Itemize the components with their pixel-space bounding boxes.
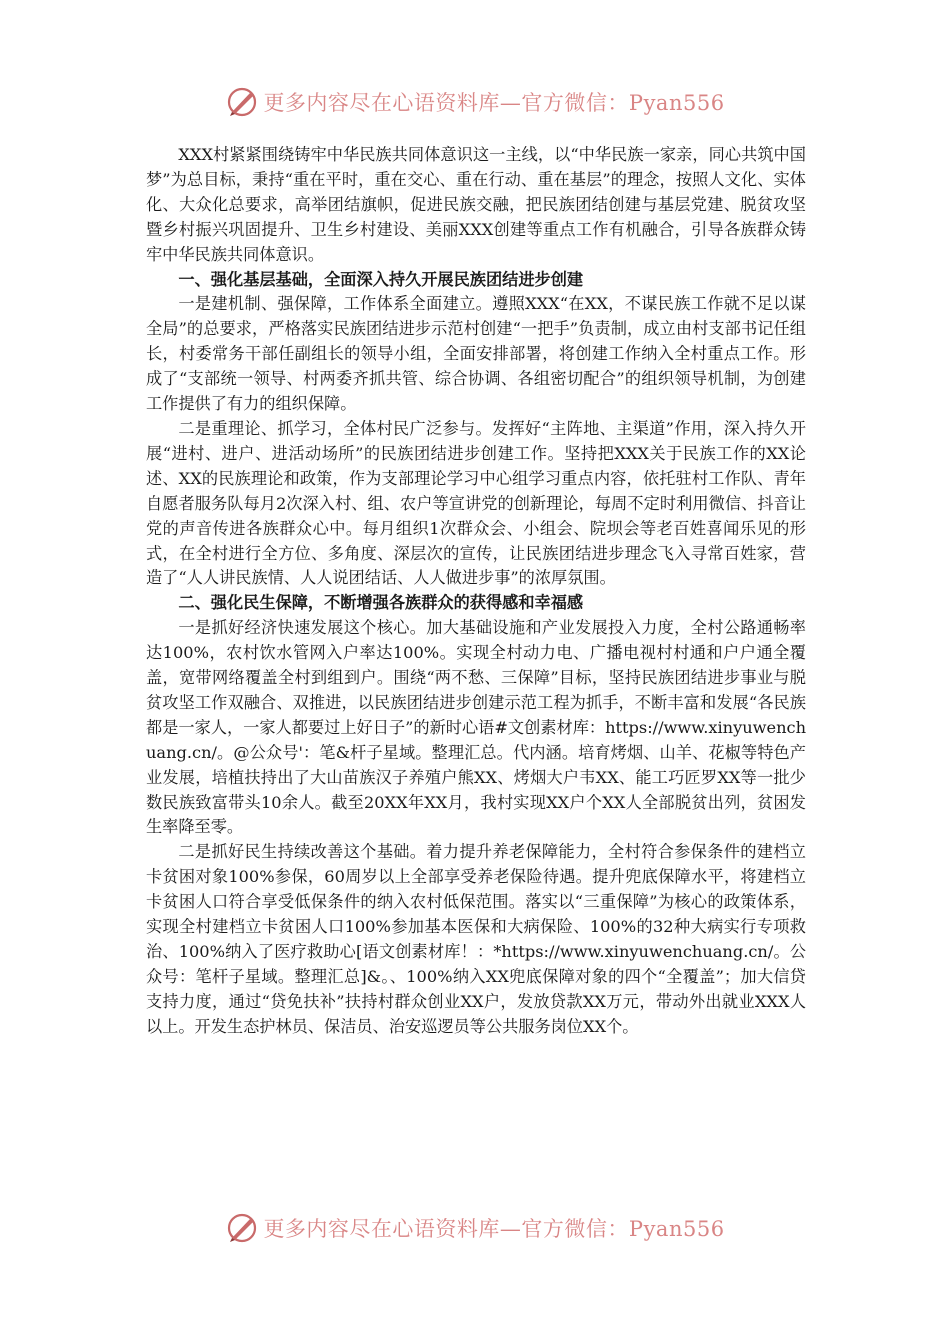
header-banner: [0, 82, 950, 122]
section1-paragraph-2: 二是重理论、抓学习，全体村民广泛参与。发挥好“主阵地、主渠道”作用，深入持久开展“进村、进户、进活动场所”的民族团结进步创建工作。坚持把XXX关于民族工作的XX论述、XX的民族理论和政策，作为支部理论学习中心组学习重点内容，依托驻村工作队、青年自愿者服务队每月2次深入村、组、农户等宣讲党的创新理论，每周不定时利用微信、抖音让党的声音传进各族群众心中。每月组织1次群众会、小组会、院坝会等老百姓喜闻乐见的形式，在全村进行全方位、多角度、深层次的宣传，让民族团结进步理念飞入寻常百姓家，营造了“人人讲民族情、人人说团结话、人人做进步事”的浓厚氛围。: [146, 418, 806, 588]
banner-text: 更多内容尽在心语资料库—官方微信：Pyan556: [263, 91, 725, 115]
section2-paragraph-1: 一是抓好经济快速发展这个核心。加大基础设施和产业发展投入力度，全村公路通畅率达100%，农村饮水管网入户率达100%。实现全村动力电、广播电视村村通和户户通全覆盖，宽带网络覆盖全村到组到户。围绕“两不愁、三保障”目标，坚持民族团结进步事业与脱贫攻坚工作双融合、双推进，以民族团结进步创建示范工程为抓手，不断丰富和发展“各民族都是一家人，一家人都要过上好日子”的新时心语#文创素材库：https://www.xinyuwenchuang.cn/。@公众号'：笔&杆子星域。整理汇总。代内涵。培育烤烟、山羊、花椒等特色产业发展，培植扶持出了大山苗族汉子养殖户熊XX、烤烟大户韦XX、能工巧匠罗XX等一批少数民族致富带头10余人。截至20XX年XX月，我村实现XX户个XX人全部脱贫出列，贫困发生率降至零。: [146, 618, 806, 837]
intro-paragraph: XXX村紧紧围绕铸牢中华民族共同体意识这一主线，以“中华民族一家亲，同心共筑中国梦”为总目标，秉持“重在平时，重在交心、重在行动、重在基层”的理念，按照人文化、实体化、大众化总要求，高举团结旗帜，促进民族交融，把民族团结创建与基层党建、脱贫攻坚暨乡村振兴巩固提升、卫生乡村建设、美丽XXX创建等重点工作有机融合，引导各族群众铸牢中华民族共同体意识。: [146, 145, 806, 264]
section2-paragraph-2: 二是抓好民生持续改善这个基础。着力提升养老保障能力，全村符合参保条件的建档立卡贫困对象100%参保，60周岁以上全部享受养老保险待遇。提升兜底保障水平，将建档立卡贫困人口符合享受低保条件的纳入农村低保范围。落实以“三重保障”为核心的政策体系，实现全村建档立卡贫困人口100%参加基本医保和大病保险、100%的32种大病实行专项救治、100%纳入了医疗救助心[语文创素材库！：*https://www.xinyuwenchuang.cn/。公众号：笔杆子星域。整理汇总]&。、100%纳入XX兜底保障对象的四个“全覆盖”；加大信贷支持力度，通过“贷免扶补”扶持村群众创业XX户，发放贷款XX万元，带动外出就业XXX人以上。开发生态护林员、保洁员、治安巡逻员等公共服务岗位XX个。: [146, 842, 806, 1036]
pen-logo-icon: [225, 1211, 259, 1245]
banner-text: 更多内容尽在心语资料库—官方微信：Pyan556: [263, 1217, 725, 1241]
document-body: [146, 143, 806, 1040]
section2-heading: 二、强化民生保障，不断增强各族群众的获得感和幸福感: [178, 593, 584, 613]
pen-logo-icon: [225, 85, 259, 119]
section1-paragraph-1: 一是建机制、强保障，工作体系全面建立。遵照XXX“在XX，不谋民族工作就不足以谋全局”的总要求，严格落实民族团结进步示范村创建“一把手”负责制，成立由村支部书记任组长，村委常务干部任副组长的领导小组，全面安排部署，将创建工作纳入全村重点工作。形成了“支部统一领导、村两委齐抓共管、综合协调、各组密切配合”的组织领导机制，为创建工作提供了有力的组织保障。: [146, 294, 806, 414]
section1-heading: 一、强化基层基础，全面深入持久开展民族团结进步创建: [178, 269, 584, 289]
footer-banner: [0, 1208, 950, 1248]
